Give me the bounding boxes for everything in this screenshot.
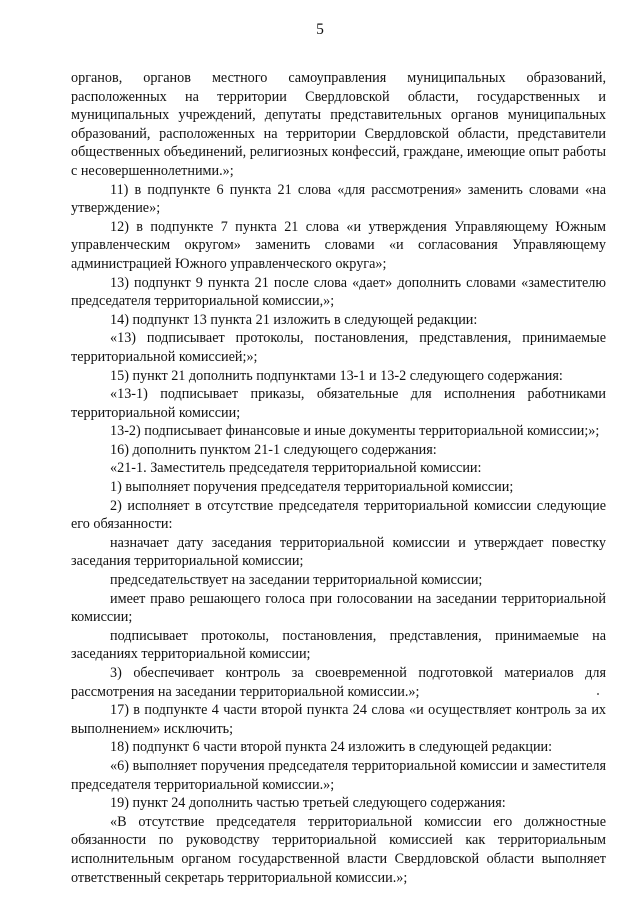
paragraph-item-13: 13) подпункт 9 пункта 21 после слова «дает» дополнить словами «заместителю председателя территориальной комиссии,»; [71,274,606,310]
paragraph-item-17: 17) в подпункте 4 части второй пункта 24 слова «и осуществляет контроль за их выполнением» исключить; [71,702,606,737]
paragraph-quote-absence: «В отсутствие председателя территориальной комиссии его должностные обязанности по руководству территориальной комиссией как территориальным исполнительным органом государственной власти Свердловской области выполняет ответственный секретарь территориальной комиссии.»; [71,813,606,886]
paragraph-subitem-3: 3) обеспечивает контроль за своевременной подготовкой материалов для рассмотрения на заседании территориальной комиссии.»; [71,665,606,700]
paragraph-quote-13: «13) подписывает протоколы, постановления, представления, принимаемые территориальной комиссией;»; [71,330,606,365]
paragraph-duty-agenda: назначает дату заседания территориальной комиссии и утверждает повестку заседания территориальной комиссии; [71,534,606,570]
paragraph-quote-13-2: 13-2) подписывает финансовые и иные документы территориальной комиссии;»; [110,423,600,440]
paragraph-item-12: 12) в подпункте 7 пункта 21 слова «и утверждения Управляющему Южным управленческим округом» заменить словами «и согласования Управляющему администрацией Южного управленческого округа»; [71,218,606,272]
paragraph-quote-21-1: «21-1. Заместитель председателя территориальной комиссии: [110,460,482,477]
page-number: 5 [316,21,324,38]
paragraph-item-16: 16) дополнить пунктом 21-1 следующего содержания: [110,441,437,458]
paragraph-duty-sign: подписывает протоколы, постановления, представления, принимаемые на заседаниях территориальной комиссии; [71,627,606,663]
paragraph-item-14: 14) подпункт 13 пункта 21 изложить в следующей редакции: [110,311,478,328]
paragraph-item-15: 15) пункт 21 дополнить подпунктами 13-1 и 13-2 следующего содержания: [110,367,563,384]
paragraph-item-18: 18) подпункт 6 части второй пункта 24 изложить в следующей редакции: [110,739,553,756]
paragraph-quote-13-1: «13-1) подписывает приказы, обязательные для исполнения работниками территориальной комиссии; [71,386,606,421]
paragraph-continuation: органов, органов местного самоуправления муниципальных образований, расположенных на территории Свердловской области, государственных и муниципальных учреждений, депутаты представительных органов муниципальных образований, расположенных на территории Свердловской области, представители общественных объединений, религиозных конфессий, граждане, имеющие опыт работы с несовершеннолетними.»; [71,70,606,179]
paragraph-item-19: 19) пункт 24 дополнить частью третьей следующего содержания: [110,795,506,812]
paragraph-subitem-1: 1) выполняет поручения председателя территориальной комиссии; [110,479,514,496]
paragraph-duty-chair: председательствует на заседании территориальной комиссии; [110,572,483,589]
paragraph-subitem-2: 2) исполняет в отсутствие председателя территориальной комиссии следующие его обязанности: [71,497,606,533]
paragraph-item-11: 11) в подпункте 6 пункта 21 слова «для рассмотрения» заменить словами «на утверждение»; [71,181,606,217]
paragraph-duty-vote: имеет право решающего голоса при голосовании на заседании территориальной комиссии; [71,590,606,626]
paragraph-quote-6: «6) выполняет поручения председателя территориальной комиссии и заместителя председателя территориальной комиссии.»; [71,757,606,793]
document-body [71,69,606,887]
scan-speck [597,693,599,695]
